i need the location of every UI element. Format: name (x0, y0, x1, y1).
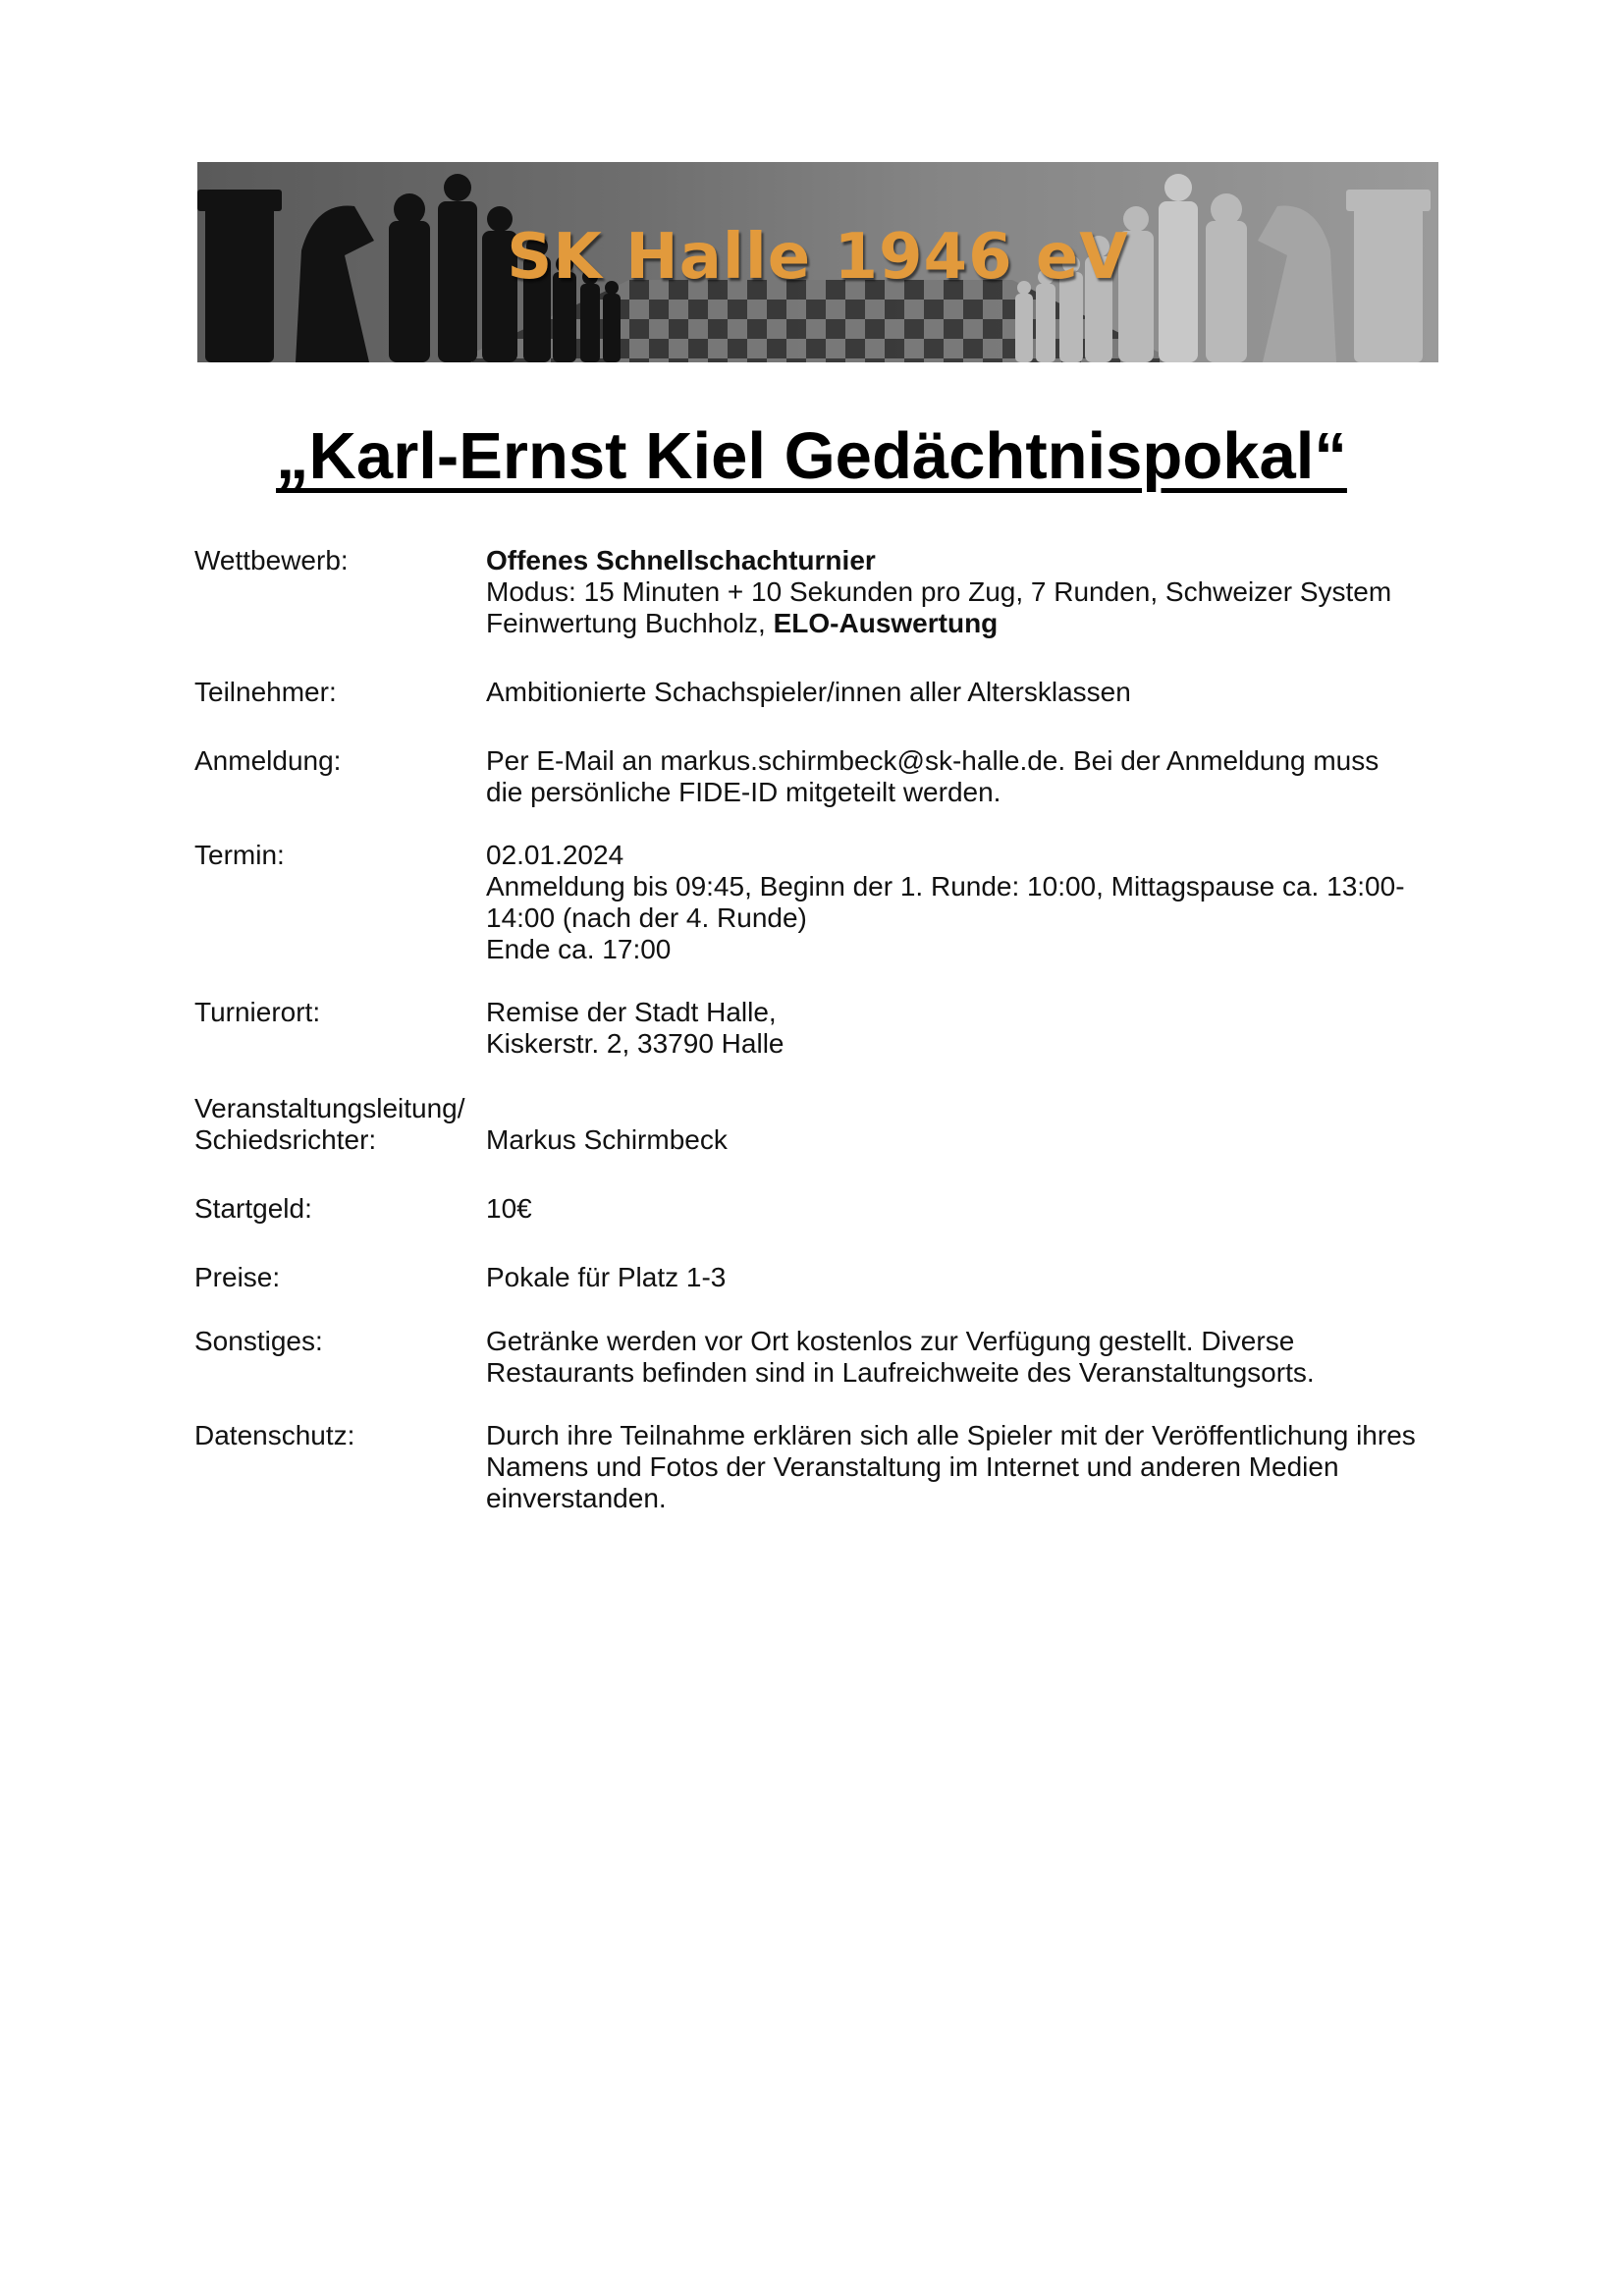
value-teilnehmer: Ambitionierte Schachspieler/innen aller Altersklassen (486, 677, 1131, 707)
label-turnierort: Turnierort: (194, 997, 321, 1027)
row-leitung (194, 1093, 1451, 1156)
value-datenschutz: Durch ihre Teilnahme erklären sich alle Spieler mit der Veröffentlichung ihres Namens und Fotos der Veranstaltung im Internet und anderen Medien einverstanden. (486, 1420, 1416, 1513)
label-anmeldung: Anmeldung: (194, 745, 342, 776)
value-wettbewerb: Offenes Schnellschachturnier Modus: 15 Minuten + 10 Sekunden pro Zug, 7 Runden, Schweizer System Feinwertung Buchholz, ELO-Auswertung (486, 545, 1392, 638)
row-sonstiges (194, 1326, 1451, 1389)
label-sonstiges: Sonstiges: (194, 1326, 323, 1356)
row-startgeld (194, 1193, 1451, 1225)
row-termin (194, 840, 1451, 965)
label-wettbewerb: Wettbewerb: (194, 545, 349, 575)
row-wettbewerb (194, 545, 1451, 639)
label-teilnehmer: Teilnehmer: (194, 677, 337, 707)
info-table (194, 545, 1451, 1514)
value-anmeldung: Per E-Mail an markus.schirmbeck@sk-halle.de. Bei der Anmeldung muss die persönliche FIDE-ID mitgeteilt werden. (486, 745, 1380, 807)
label-termin: Termin: (194, 840, 285, 870)
row-datenschutz (194, 1420, 1451, 1514)
value-sonstiges: Getränke werden vor Ort kostenlos zur Verfügung gestellt. Diverse Restaurants befinden sind in Laufreichweite des Veranstaltungsorts. (486, 1326, 1315, 1388)
value-termin: 02.01.2024 Anmeldung bis 09:45, Beginn der 1. Runde: 10:00, Mittagspause ca. 13:00- 14:00 (nach der 4. Runde) Ende ca. 17:00 (486, 840, 1405, 964)
row-anmeldung (194, 745, 1451, 808)
banner-title: SK Halle 1946 eV (507, 221, 1129, 294)
row-turnierort (194, 997, 1451, 1060)
value-startgeld: 10€ (486, 1193, 532, 1224)
header-banner (197, 162, 1438, 362)
label-preise: Preise: (194, 1262, 281, 1292)
label-leitung: Veranstaltungsleitung/ Schiedsrichter: (194, 1093, 465, 1155)
page-title: „Karl-Ernst Kiel Gedächtnispokal“ (276, 419, 1347, 493)
row-teilnehmer (194, 677, 1451, 708)
label-startgeld: Startgeld: (194, 1193, 312, 1224)
label-datenschutz: Datenschutz: (194, 1420, 355, 1450)
value-turnierort: Remise der Stadt Halle, Kiskerstr. 2, 33790 Halle (486, 997, 784, 1059)
value-leitung: Markus Schirmbeck (486, 1124, 728, 1155)
value-preise: Pokale für Platz 1-3 (486, 1262, 727, 1292)
row-preise (194, 1262, 1451, 1293)
